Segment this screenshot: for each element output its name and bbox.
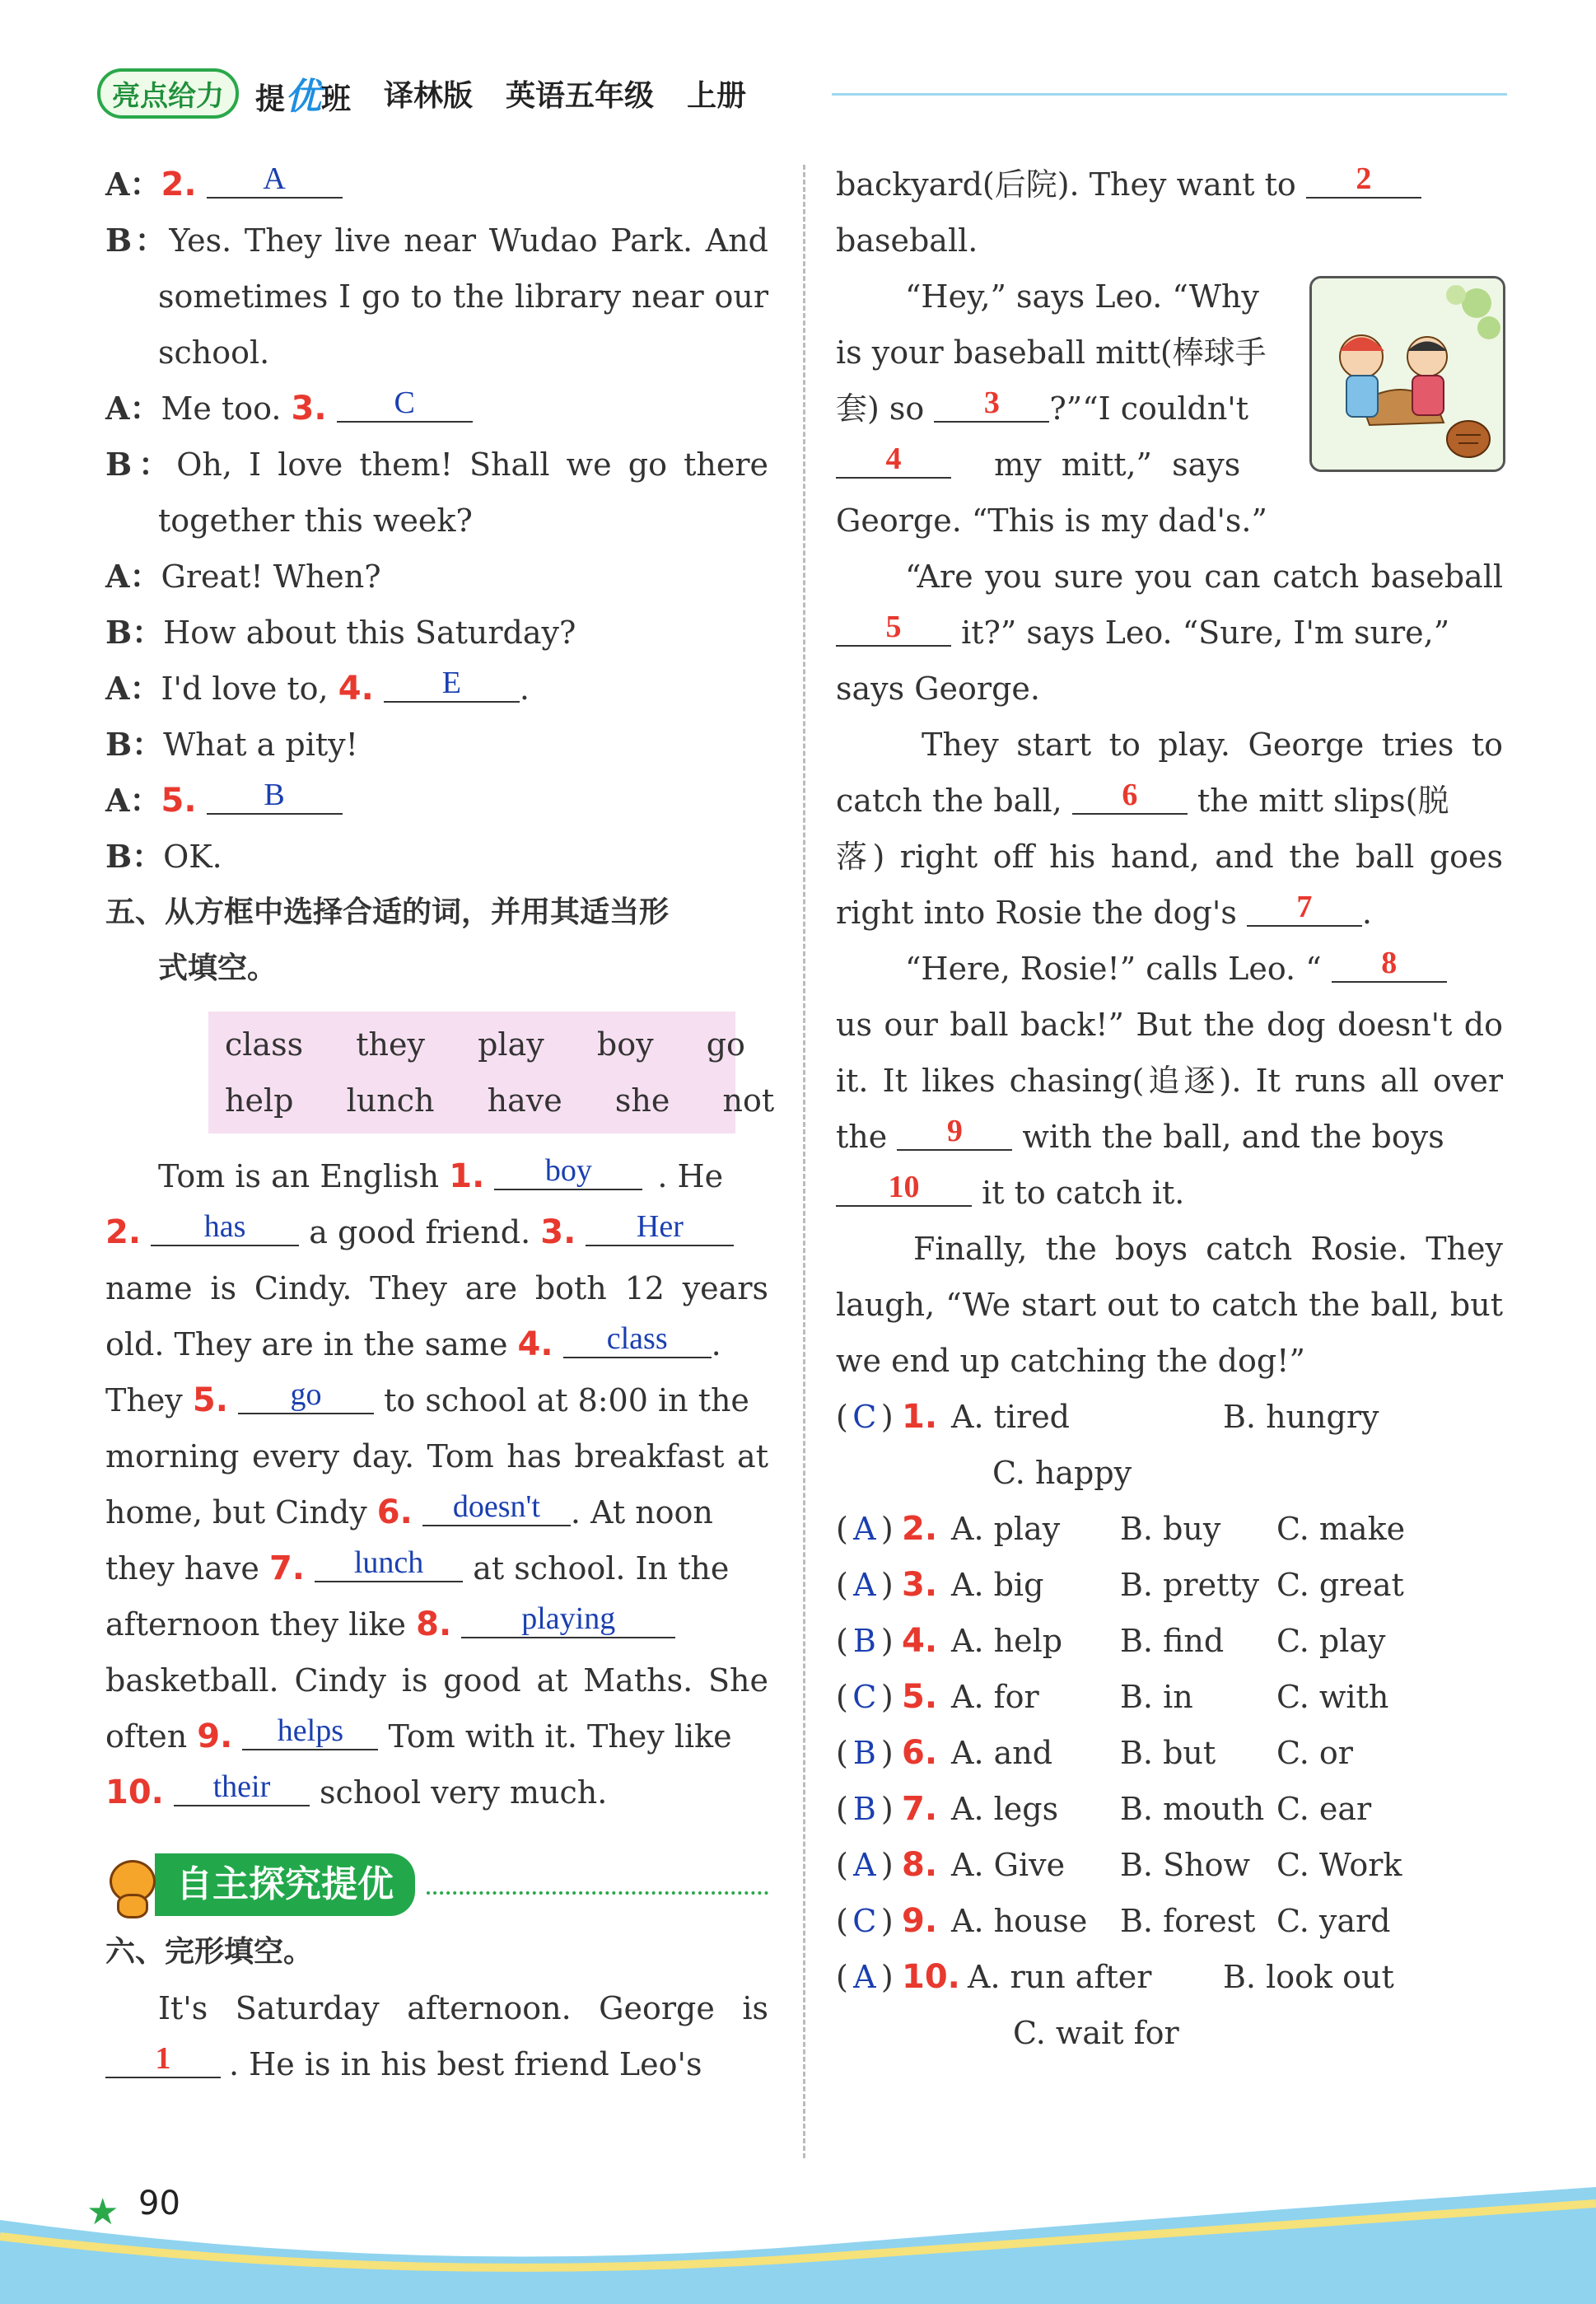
page-number: 90 bbox=[138, 2185, 180, 2222]
option-row: ( B ) 6. A. and B. but C. or bbox=[836, 1734, 1353, 1772]
section5-title: 五、从方框中选择合适的词，并用其适当形 bbox=[105, 895, 670, 929]
cloze-blank-2[interactable]: 2 bbox=[1306, 162, 1421, 199]
dialog-line: A：2. A bbox=[105, 157, 768, 213]
option-row: ( A ) 3. A. big B. pretty C. great bbox=[836, 1566, 1404, 1604]
passage-line: basketball. Cindy is good at Maths. She bbox=[105, 1662, 768, 1699]
story-line: 5 it?” says Leo. “Sure, I'm sure,” bbox=[836, 605, 1503, 661]
story-line: baseball. bbox=[836, 222, 978, 259]
dialog-line: B：OK. bbox=[105, 838, 222, 875]
story-line: “Hey,” says Leo. “Why bbox=[905, 278, 1259, 315]
passage-line: Tom is an English 1. boy . He bbox=[158, 1153, 724, 1195]
answer-blank[interactable]: helps bbox=[242, 1714, 378, 1750]
star-icon: ★ bbox=[86, 2191, 119, 2233]
cloze-blank-6[interactable]: 6 bbox=[1072, 778, 1188, 815]
section6-title: 六、完形填空。 bbox=[105, 1935, 314, 1969]
answer-blank[interactable]: boy bbox=[494, 1154, 642, 1190]
passage-line: often 9. helps Tom with it. They like bbox=[105, 1713, 732, 1755]
banner-dots bbox=[427, 1891, 768, 1895]
story-line: “Are you sure you can catch baseball bbox=[905, 558, 1503, 595]
option-row: ( C ) 9. A. house B. forest C. yard bbox=[836, 1902, 1391, 1940]
answer-blank[interactable]: has bbox=[151, 1210, 299, 1246]
cloze-line: It's Saturday afternoon. George is bbox=[158, 1990, 768, 2026]
subject: 英语五年级 bbox=[506, 78, 655, 113]
passage-line: They 5. go to school at 8:00 in the bbox=[105, 1377, 749, 1419]
option-row: ( A ) 10. A. run after B. look out bbox=[836, 1958, 1394, 1996]
story-line: us our ball back!” But the dog doesn't do bbox=[836, 1007, 1503, 1043]
passage-line: they have 7. lunch at school. In the bbox=[105, 1545, 730, 1587]
answer-blank[interactable]: their bbox=[174, 1770, 310, 1806]
volume: 上册 bbox=[687, 78, 747, 113]
cloze-line: 1 . He is in his best friend Leo's bbox=[105, 2036, 768, 2092]
passage-line: 10. their school very much. bbox=[105, 1769, 608, 1811]
right-column bbox=[836, 157, 1503, 2061]
passage-line: old. They are in the same 4. class . bbox=[105, 1321, 721, 1363]
cloze-blank-10[interactable]: 10 bbox=[836, 1171, 972, 1207]
cloze-blank-1[interactable]: 1 bbox=[105, 2042, 221, 2078]
story-line: 10 it to catch it. bbox=[836, 1165, 1503, 1221]
dialog-line: B：How about this Saturday? bbox=[105, 614, 576, 651]
passage-line: home, but Cindy 6. doesn't . At noon bbox=[105, 1489, 713, 1531]
word-box bbox=[208, 1012, 775, 1133]
answer-blank[interactable]: C bbox=[337, 386, 473, 423]
cloze-blank-8[interactable]: 8 bbox=[1332, 946, 1447, 983]
dialog-line: school. bbox=[158, 334, 270, 371]
story-line: 落) right off his hand, and the ball goes bbox=[836, 839, 1503, 875]
word-box-row: help lunch have she not bbox=[225, 1082, 775, 1119]
dialog-line: A：Me too. 3. C bbox=[105, 381, 768, 437]
brand-logo: 亮点给力 bbox=[97, 68, 239, 119]
answer-blank[interactable]: doesn't bbox=[422, 1490, 571, 1526]
option-row: ( C ) 5. A. for B. in C. with bbox=[836, 1678, 1389, 1716]
option-row: ( A ) 8. A. Give B. Show C. Work bbox=[836, 1846, 1402, 1884]
passage-line: morning every day. Tom has breakfast at bbox=[105, 1438, 768, 1474]
dialog-line: B：What a pity! bbox=[105, 726, 358, 763]
tiger-mascot-icon bbox=[105, 1856, 155, 1914]
banner-title: 自主探究提优 bbox=[155, 1853, 415, 1916]
story-line: right into Rosie the dog's 7 . bbox=[836, 890, 1373, 931]
answer-blank[interactable]: lunch bbox=[315, 1546, 463, 1582]
story-line: 4 my mitt,” says bbox=[836, 437, 1503, 493]
column-divider bbox=[803, 165, 805, 2158]
left-column bbox=[105, 157, 775, 2092]
answer-blank[interactable]: Her bbox=[586, 1210, 734, 1246]
footer-wave bbox=[0, 2187, 1596, 2304]
cloze-blank-7[interactable]: 7 bbox=[1247, 890, 1362, 927]
publisher: 译林版 bbox=[384, 78, 474, 113]
story-line: the 9 with the ball, and the boys bbox=[836, 1114, 1444, 1155]
header-rule bbox=[832, 93, 1507, 96]
story-line: backyard(后院). They want to 2 bbox=[836, 157, 1503, 213]
story-line: laugh, “We start out to catch the ball, but bbox=[836, 1287, 1503, 1323]
answer-blank[interactable]: go bbox=[238, 1378, 374, 1414]
option-row: ( C ) 1. A. tired B. hungry bbox=[836, 1398, 1379, 1436]
option-row: ( A ) 2. A. play B. buy C. make bbox=[836, 1510, 1406, 1548]
option-row: ( B ) 7. A. legs B. mouth C. ear bbox=[836, 1790, 1372, 1828]
passage-line: name is Cindy. They are both 12 years bbox=[105, 1270, 768, 1306]
story-line: says George. bbox=[836, 671, 1040, 707]
word-box-row: class they play boy go bbox=[225, 1026, 745, 1063]
story-line: 套) so 3 ?”“I couldn't bbox=[836, 386, 1249, 427]
dialog-line: A：5. B bbox=[105, 773, 768, 829]
cloze-blank-3[interactable]: 3 bbox=[934, 386, 1049, 423]
story-line: George. “This is my dad's.” bbox=[836, 502, 1267, 539]
story-line: catch the ball, 6 the mitt slips(脱 bbox=[836, 778, 1449, 819]
dialog-line: A：I'd love to, 4. E . bbox=[105, 666, 530, 708]
story-line: Finally, the boys catch Rosie. They bbox=[913, 1231, 1503, 1267]
dialog-line: together this week? bbox=[158, 502, 473, 539]
answer-blank[interactable]: A bbox=[207, 162, 343, 199]
answer-blank[interactable]: class bbox=[563, 1322, 712, 1358]
story-line: is your baseball mitt(棒球手 bbox=[836, 334, 1267, 371]
dialog-line: B：Oh, I love them! Shall we go there bbox=[105, 446, 768, 483]
cloze-blank-4[interactable]: 4 bbox=[836, 442, 951, 479]
passage-line: afternoon they like 8. playing bbox=[105, 1596, 768, 1652]
series-title: 提优班 bbox=[255, 76, 352, 118]
answer-blank[interactable]: playing bbox=[461, 1602, 675, 1638]
option-row-cont: C. happy bbox=[992, 1455, 1132, 1491]
option-row-cont: C. wait for bbox=[1013, 2015, 1179, 2051]
answer-blank[interactable]: E bbox=[384, 666, 520, 703]
cloze-blank-5[interactable]: 5 bbox=[836, 610, 951, 647]
answer-blank[interactable]: B bbox=[207, 778, 343, 815]
passage-line: 2. has a good friend. 3. Her bbox=[105, 1204, 768, 1260]
story-line: “Here, Rosie!” calls Leo. “ 8 bbox=[836, 941, 1503, 997]
story-line: we end up catching the dog!” bbox=[836, 1343, 1305, 1379]
cloze-blank-9[interactable]: 9 bbox=[897, 1115, 1012, 1151]
dialog-line: B：Yes. They live near Wudao Park. And bbox=[105, 222, 769, 259]
section-banner bbox=[105, 1853, 768, 1916]
dialog-line: A：Great! When? bbox=[105, 558, 381, 595]
section5-title-cont: 式填空。 bbox=[158, 951, 278, 985]
option-row: ( B ) 4. A. help B. find C. play bbox=[836, 1622, 1386, 1660]
story-line: They start to play. George tries to bbox=[922, 727, 1503, 763]
header bbox=[97, 64, 746, 122]
dialog-line: sometimes I go to the library near our bbox=[158, 278, 768, 315]
story-line: it. It likes chasing(追逐). It runs all over bbox=[836, 1063, 1503, 1099]
